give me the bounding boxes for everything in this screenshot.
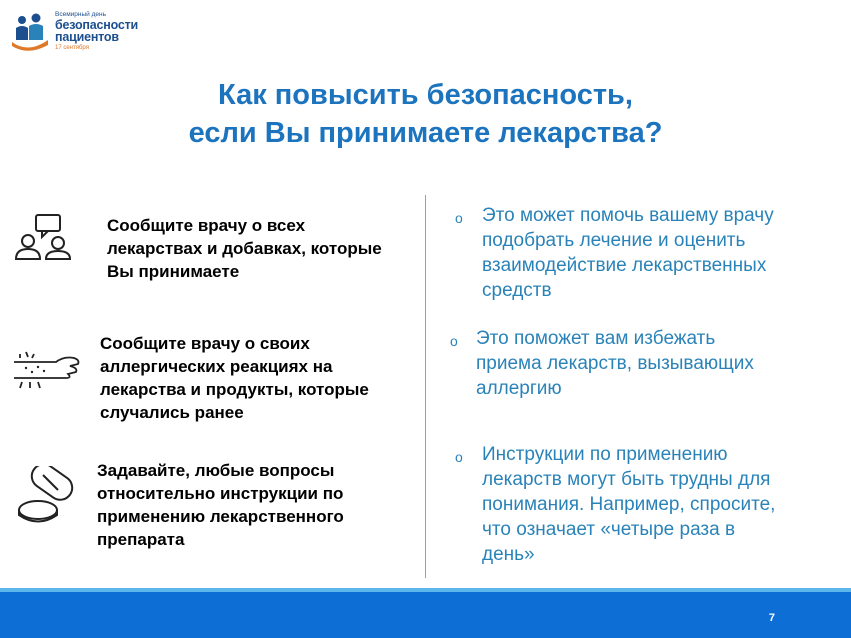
bullet-3: o: [455, 449, 463, 465]
advice-1-line-2: лекарствах и добавках, которые: [107, 239, 382, 258]
title-line-2: если Вы принимаете лекарства?: [188, 117, 663, 149]
reason-3-line-1: Инструкции по применению: [482, 444, 728, 465]
advice-3-line-1: Задавайте, любые вопросы: [97, 461, 335, 480]
reason-3-line-5: день»: [482, 544, 535, 565]
event-logo: [10, 8, 170, 52]
advice-3: [97, 459, 344, 551]
reason-3: [455, 442, 835, 567]
reason-1-line-4: средств: [482, 280, 552, 301]
pills-icon: [16, 466, 76, 524]
page-number: 7: [768, 612, 775, 624]
reason-2: [450, 326, 835, 401]
logo-title-2: пациентов: [55, 30, 119, 44]
advice-2-line-3: лекарства и продукты, которые: [100, 380, 369, 399]
advice-2-line-4: случались ранее: [100, 403, 244, 422]
advice-3-line-2: относительно инструкции по: [97, 484, 344, 503]
reason-1-line-2: подобрать лечение и оценить: [482, 230, 746, 251]
advice-1: [107, 214, 382, 283]
title-line-1: Как повысить безопасность,: [218, 79, 633, 111]
logo-caption: Всемирный день: [55, 11, 106, 18]
bullet-2: o: [450, 333, 458, 349]
reason-3-line-4: что означает «четыре раза в: [482, 519, 736, 540]
advice-3-line-4: препарата: [97, 530, 185, 549]
slide-title: [0, 76, 851, 152]
footer-bar: [0, 592, 851, 638]
logo-date: 17 сентября: [55, 44, 89, 51]
reason-2-line-3: аллергию: [476, 378, 562, 399]
advice-1-line-1: Сообщите врачу о всех: [107, 216, 306, 235]
logo-title-1: безопасности: [55, 17, 139, 32]
consultation-icon: [12, 213, 74, 261]
people-logo-icon: [10, 12, 50, 52]
advice-2-line-2: аллергических реакциях на: [100, 357, 333, 376]
allergy-arm-icon: [12, 348, 82, 390]
reason-1-line-1: Это может помочь вашему врачу: [482, 205, 774, 226]
advice-2-line-1: Сообщите врачу о своих: [100, 334, 310, 353]
reason-1: [455, 203, 835, 303]
advice-2: [100, 332, 369, 424]
advice-1-line-3: Вы принимаете: [107, 262, 240, 281]
reason-3-line-2: лекарств могут быть трудны для: [482, 469, 771, 490]
advice-3-line-3: применению лекарственного: [97, 507, 344, 526]
reason-1-line-3: взаимодействие лекарственных: [482, 255, 767, 276]
reason-3-line-3: понимания. Например, спросите,: [482, 494, 776, 515]
reason-2-line-1: Это поможет вам избежать: [476, 328, 716, 349]
column-divider: [425, 195, 426, 578]
bullet-1: o: [455, 210, 463, 226]
reason-2-line-2: приема лекарств, вызывающих: [476, 353, 754, 374]
